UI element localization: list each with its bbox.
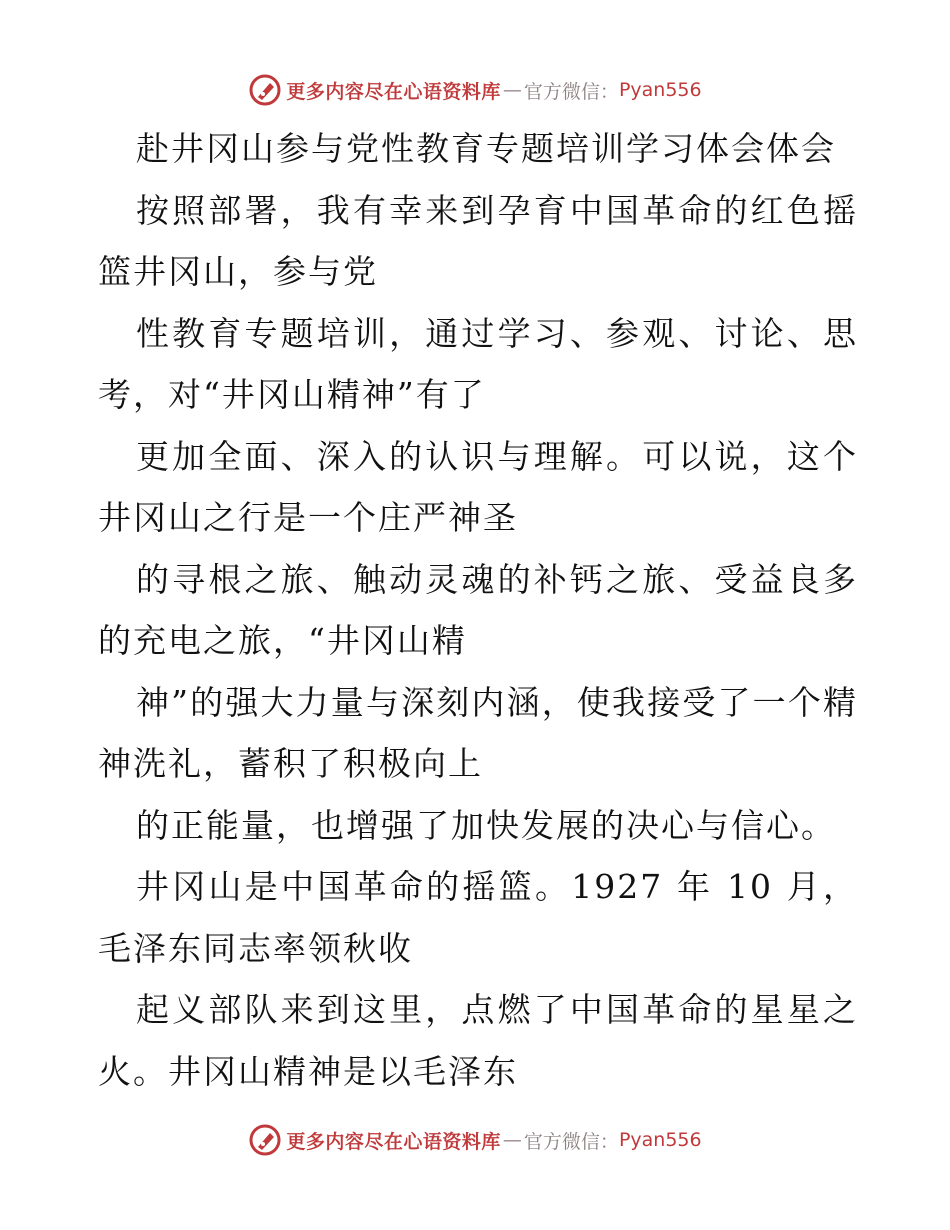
- document-title: 赴井冈山参与党性教育专题培训学习体会体会: [136, 129, 836, 168]
- document-line-7: 井冈山是中国革命的摇篮。1927 年 10 月，毛泽东同志率领秋收: [98, 867, 858, 968]
- watermark-dash: —: [502, 79, 522, 101]
- document-line-3: 更加全面、深入的认识与理解。可以说，这个井冈山之行是一个庄严神圣: [98, 436, 858, 537]
- watermark-label: 官方微信：: [523, 1130, 619, 1153]
- watermark-text: 更多内容尽在心语资料库: [286, 80, 501, 103]
- pen-nib-logo-icon: [248, 73, 282, 107]
- watermark-id: Pyan556: [618, 1129, 702, 1151]
- watermark-dash: —: [502, 1129, 522, 1151]
- watermark-label: 官方微信：: [523, 80, 619, 103]
- document-line-1: 按照部署，我有幸来到孕育中国革命的红色摇篮井冈山，参与党: [98, 190, 858, 291]
- document-line-6: 的正能量，也增强了加快发展的决心与信心。: [136, 805, 836, 845]
- document-line-4: 的寻根之旅、触动灵魂的补钙之旅、受益良多的充电之旅，“井冈山精: [98, 559, 858, 660]
- watermark-text: 更多内容尽在心语资料库: [286, 1130, 501, 1153]
- header-watermark: [0, 70, 950, 110]
- pen-nib-logo-icon: [248, 1123, 282, 1157]
- document-line-5: 神”的强大力量与深刻内涵，使我接受了一个精神洗礼，蓄积了积极向上: [98, 682, 858, 783]
- document-line-8: 起义部队来到这里，点燃了中国革命的星星之火。井冈山精神是以毛泽东: [98, 990, 858, 1091]
- document-line-2: 性教育专题培训，通过学习、参观、讨论、思考，对“井冈山精神”有了: [98, 313, 858, 414]
- watermark-id: Pyan556: [618, 79, 702, 101]
- document-body: [98, 118, 858, 1102]
- footer-watermark: [0, 1120, 950, 1160]
